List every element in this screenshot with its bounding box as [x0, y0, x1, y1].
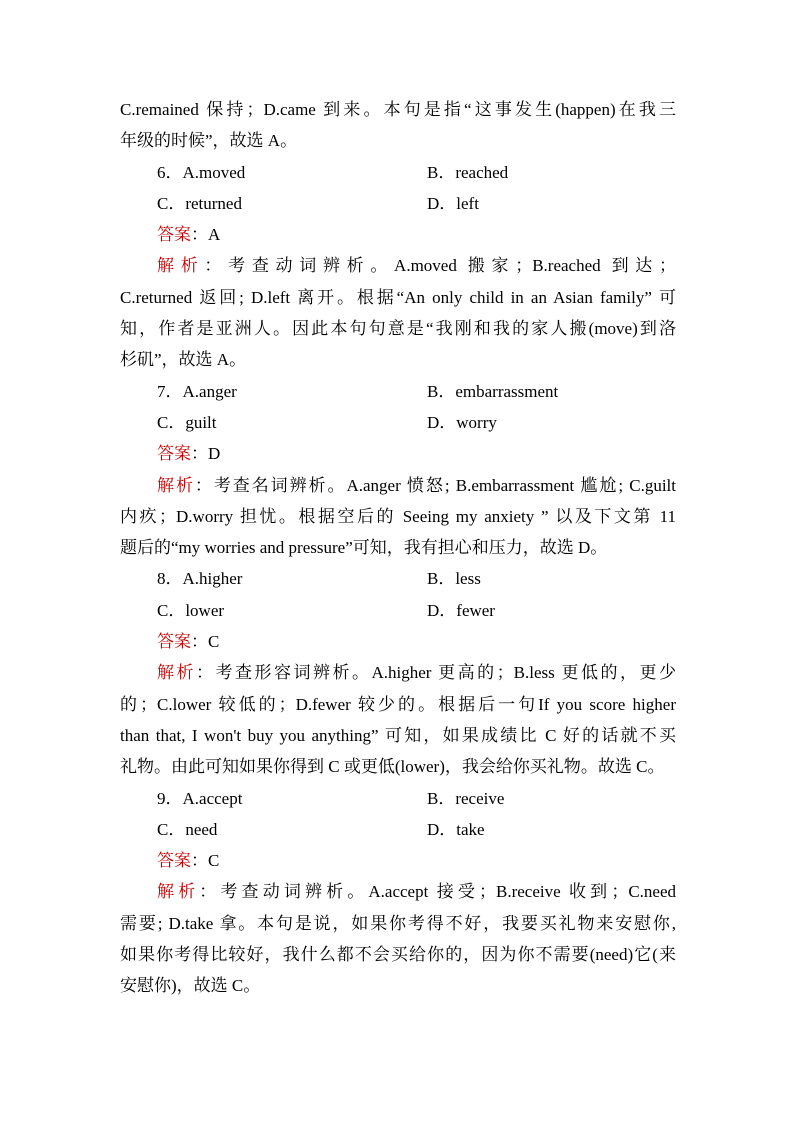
option-a: 9．A.accept: [157, 788, 243, 808]
analysis-line-1: [120, 470, 676, 501]
analysis-line-3: 如果你考得比较好，我什么都不会买给你的，因为你不需要(need)它(来: [120, 945, 676, 965]
intro-line-2: 年级的时候”，故选 A。: [120, 131, 298, 151]
analysis-line-4: 安慰你)，故选 C。: [120, 976, 261, 996]
option-row-ab: [120, 376, 676, 407]
answer-line: [120, 845, 676, 876]
question-7: [120, 376, 676, 564]
analysis-line-3: than that, I won't buy you anything” 可知，如果成绩比 C 好的话就不买: [120, 725, 676, 745]
answer-line: [120, 626, 676, 657]
option-row-ab: [120, 563, 676, 594]
analysis-text: ：考查动词辨析。A.accept 接受；B.receive 收到；C.need: [199, 882, 676, 902]
document-body: [120, 94, 676, 1002]
intro-line-1: C.remained 保持；D.came 到来。本句是指“这事发生(happen)在我三: [120, 100, 676, 119]
option-b: B．reached: [427, 162, 509, 182]
option-row-cd: [120, 407, 676, 438]
analysis-label: 解析: [157, 475, 195, 495]
option-row-ab: [120, 783, 676, 814]
analysis-line-1: [120, 657, 676, 688]
option-b: B．embarrassment: [427, 381, 559, 401]
option-row-cd: [120, 814, 676, 845]
answer-label: 答案: [157, 632, 191, 652]
option-c: C．guilt: [157, 412, 217, 432]
analysis-line-2: 内疚；D.worry 担忧。根据空后的 Seeing my anxiety ” 以及下文第 11: [120, 506, 676, 526]
analysis-label: 解析: [157, 256, 205, 276]
answer-value: ：C: [191, 851, 220, 871]
answer-label: 答案: [157, 851, 191, 871]
analysis-line-2: 需要; D.take 拿。本句是说，如果你考得不好，我要买礼物来安慰你,: [120, 913, 676, 933]
analysis-line-3: 知，作者是亚洲人。因此本句句意是“我刚和我的家人搬(move)到洛: [120, 319, 676, 339]
analysis-text: ：考查形容词辨析。A.higher 更高的；B.less 更低的，更少: [196, 663, 676, 683]
option-d: D．left: [427, 193, 479, 213]
answer-line: [120, 219, 676, 250]
answer-value: ：A: [191, 225, 221, 245]
analysis-label: 解析: [157, 663, 196, 683]
answer-value: ：C: [191, 632, 220, 652]
option-d: D．take: [427, 819, 485, 839]
option-row-cd: [120, 595, 676, 626]
option-d: D．fewer: [427, 600, 495, 620]
analysis-line-1: [120, 250, 676, 281]
analysis-label: 解析: [157, 882, 200, 902]
question-8: [120, 563, 676, 782]
option-c: C．lower: [157, 600, 225, 620]
answer-value: ：D: [191, 444, 221, 464]
option-a: 8．A.higher: [157, 569, 243, 589]
analysis-text: ：考查动词辨析。A.moved 搬家；B.reached 到达；: [204, 256, 676, 276]
option-a: 7．A.anger: [157, 381, 237, 401]
answer-label: 答案: [157, 444, 191, 464]
analysis-line-3: 题后的“my worries and pressure”可知，我有担心和压力，故选 D。: [120, 538, 608, 558]
option-c: C．returned: [157, 193, 242, 213]
option-d: D．worry: [427, 412, 497, 432]
option-row-ab: [120, 157, 676, 188]
analysis-line-2: C.returned 返回; D.left 离开。根据“An only child in an Asian family” 可: [120, 287, 676, 307]
option-b: B．less: [427, 569, 481, 589]
option-row-cd: [120, 188, 676, 219]
analysis-line-4: 礼物。由此可知如果你得到 C 或更低(lower)，我会给你买礼物。故选 C。: [120, 757, 665, 777]
option-c: C．need: [157, 819, 218, 839]
option-a: 6．A.moved: [157, 162, 246, 182]
question-9: [120, 783, 676, 1002]
answer-line: [120, 438, 676, 469]
analysis-text: ：考查名词辨析。A.anger 愤怒; B.embarrassment 尴尬; C.guilt: [194, 475, 676, 495]
analysis-line-2: 的；C.lower 较低的；D.fewer 较少的。根据后一句If you score higher: [120, 694, 676, 714]
option-b: B．receive: [427, 788, 505, 808]
analysis-line-4: 杉矶”，故选 A。: [120, 350, 247, 370]
answer-label: 答案: [157, 225, 191, 245]
question-6: [120, 157, 676, 376]
analysis-line-1: [120, 876, 676, 907]
